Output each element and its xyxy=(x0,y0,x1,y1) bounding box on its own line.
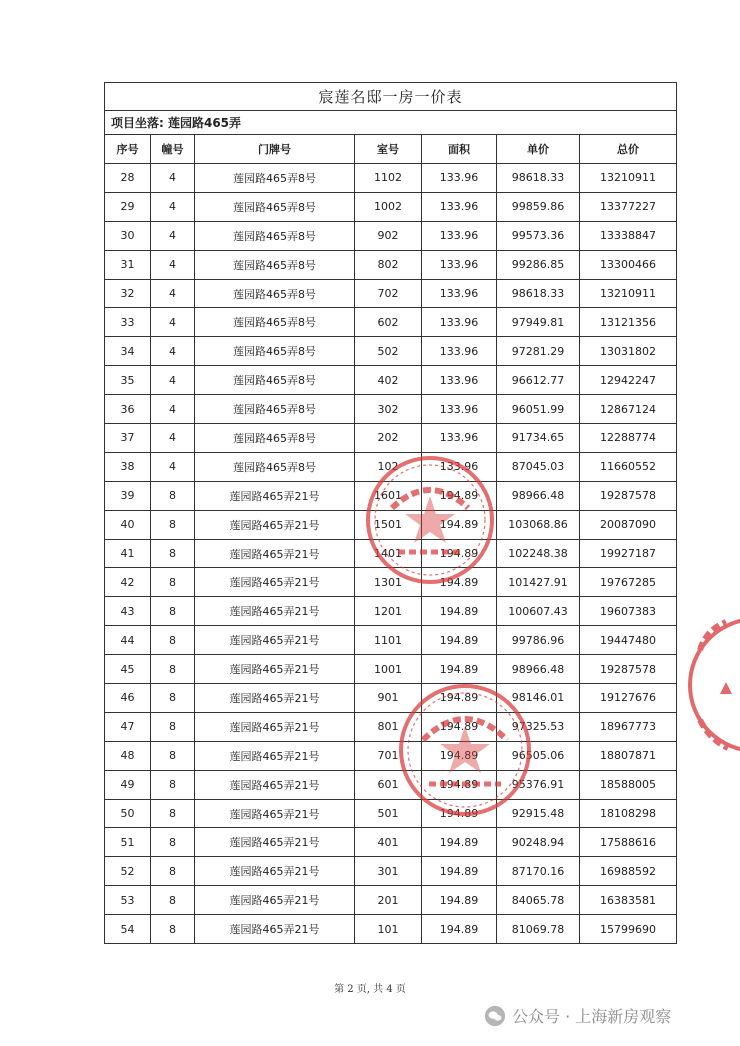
cell-area: 133.96 xyxy=(422,164,497,193)
table-row xyxy=(105,250,677,279)
watermark xyxy=(484,1004,671,1027)
cell-address: 莲园路465弄21号 xyxy=(195,568,355,597)
cell-area: 133.96 xyxy=(422,424,497,453)
table-row xyxy=(105,395,677,424)
cell-building: 8 xyxy=(151,626,195,655)
cell-building: 4 xyxy=(151,308,195,337)
cell-total-price: 18967773 xyxy=(580,712,677,741)
cell-room: 701 xyxy=(355,741,422,770)
cell-unit-price: 87045.03 xyxy=(497,452,580,481)
table-row xyxy=(105,828,677,857)
cell-index: 33 xyxy=(105,308,151,337)
cell-total-price: 17588616 xyxy=(580,828,677,857)
cell-total-price: 13031802 xyxy=(580,337,677,366)
cell-area: 194.89 xyxy=(422,799,497,828)
cell-index: 42 xyxy=(105,568,151,597)
location-row xyxy=(105,111,677,135)
cell-building: 4 xyxy=(151,424,195,453)
cell-area: 194.89 xyxy=(422,770,497,799)
cell-unit-price: 96051.99 xyxy=(497,395,580,424)
cell-total-price: 18588005 xyxy=(580,770,677,799)
cell-area: 194.89 xyxy=(422,510,497,539)
col-header-total-price: 总价 xyxy=(580,135,677,164)
cell-unit-price: 97949.81 xyxy=(497,308,580,337)
cell-unit-price: 98146.01 xyxy=(497,684,580,713)
cell-building: 8 xyxy=(151,828,195,857)
cell-room: 201 xyxy=(355,886,422,915)
cell-area: 133.96 xyxy=(422,308,497,337)
cell-total-price: 15799690 xyxy=(580,915,677,944)
cell-area: 133.96 xyxy=(422,395,497,424)
cell-address: 莲园路465弄8号 xyxy=(195,395,355,424)
cell-room: 801 xyxy=(355,712,422,741)
cell-total-price: 18807871 xyxy=(580,741,677,770)
table-row xyxy=(105,337,677,366)
table-row xyxy=(105,770,677,799)
cell-address: 莲园路465弄8号 xyxy=(195,337,355,366)
cell-room: 1101 xyxy=(355,626,422,655)
table-row xyxy=(105,857,677,886)
cell-index: 39 xyxy=(105,481,151,510)
cell-total-price: 19447480 xyxy=(580,626,677,655)
cell-room: 502 xyxy=(355,337,422,366)
cell-index: 50 xyxy=(105,799,151,828)
cell-building: 8 xyxy=(151,684,195,713)
table-row xyxy=(105,221,677,250)
cell-area: 194.89 xyxy=(422,915,497,944)
cell-total-price: 13210911 xyxy=(580,279,677,308)
cell-room: 301 xyxy=(355,857,422,886)
cell-address: 莲园路465弄8号 xyxy=(195,279,355,308)
cell-unit-price: 98966.48 xyxy=(497,655,580,684)
cell-index: 45 xyxy=(105,655,151,684)
header-row xyxy=(105,135,677,164)
cell-index: 52 xyxy=(105,857,151,886)
cell-room: 602 xyxy=(355,308,422,337)
table-row xyxy=(105,510,677,539)
cell-address: 莲园路465弄8号 xyxy=(195,424,355,453)
cell-room: 702 xyxy=(355,279,422,308)
cell-address: 莲园路465弄21号 xyxy=(195,597,355,626)
cell-room: 802 xyxy=(355,250,422,279)
cell-total-price: 13210911 xyxy=(580,164,677,193)
table-row xyxy=(105,308,677,337)
cell-unit-price: 92915.48 xyxy=(497,799,580,828)
cell-room: 1301 xyxy=(355,568,422,597)
cell-room: 302 xyxy=(355,395,422,424)
cell-area: 194.89 xyxy=(422,568,497,597)
cell-address: 莲园路465弄8号 xyxy=(195,366,355,395)
cell-area: 194.89 xyxy=(422,626,497,655)
cell-unit-price: 97281.29 xyxy=(497,337,580,366)
cell-area: 133.96 xyxy=(422,337,497,366)
cell-total-price: 19607383 xyxy=(580,597,677,626)
table-row xyxy=(105,452,677,481)
cell-unit-price: 101427.91 xyxy=(497,568,580,597)
table-row xyxy=(105,626,677,655)
table-row xyxy=(105,655,677,684)
cell-unit-price: 96612.77 xyxy=(497,366,580,395)
cell-building: 8 xyxy=(151,510,195,539)
cell-total-price: 19287578 xyxy=(580,655,677,684)
cell-address: 莲园路465弄21号 xyxy=(195,741,355,770)
cell-unit-price: 87170.16 xyxy=(497,857,580,886)
cell-room: 401 xyxy=(355,828,422,857)
cell-total-price: 13121356 xyxy=(580,308,677,337)
cell-unit-price: 98966.48 xyxy=(497,481,580,510)
cell-area: 194.89 xyxy=(422,886,497,915)
cell-area: 133.96 xyxy=(422,452,497,481)
cell-total-price: 16383581 xyxy=(580,886,677,915)
cell-index: 34 xyxy=(105,337,151,366)
cell-address: 莲园路465弄21号 xyxy=(195,915,355,944)
table-row xyxy=(105,712,677,741)
cell-total-price: 19767285 xyxy=(580,568,677,597)
table-row xyxy=(105,741,677,770)
cell-address: 莲园路465弄21号 xyxy=(195,684,355,713)
cell-unit-price: 100607.43 xyxy=(497,597,580,626)
cell-building: 8 xyxy=(151,568,195,597)
cell-area: 133.96 xyxy=(422,192,497,221)
cell-total-price: 20087090 xyxy=(580,510,677,539)
cell-index: 44 xyxy=(105,626,151,655)
cell-unit-price: 98618.33 xyxy=(497,279,580,308)
table-row xyxy=(105,799,677,828)
page-title: 宸莲名邸一房一价表 xyxy=(105,83,677,111)
cell-building: 4 xyxy=(151,279,195,308)
cell-total-price: 19287578 xyxy=(580,481,677,510)
cell-area: 133.96 xyxy=(422,221,497,250)
cell-building: 4 xyxy=(151,164,195,193)
cell-building: 8 xyxy=(151,799,195,828)
cell-unit-price: 99286.85 xyxy=(497,250,580,279)
cell-room: 1201 xyxy=(355,597,422,626)
cell-index: 47 xyxy=(105,712,151,741)
cell-unit-price: 90248.94 xyxy=(497,828,580,857)
cell-address: 莲园路465弄21号 xyxy=(195,510,355,539)
cell-room: 102 xyxy=(355,452,422,481)
cell-building: 4 xyxy=(151,221,195,250)
cell-index: 49 xyxy=(105,770,151,799)
cell-address: 莲园路465弄21号 xyxy=(195,626,355,655)
table-row xyxy=(105,279,677,308)
cell-building: 4 xyxy=(151,452,195,481)
cell-area: 194.89 xyxy=(422,539,497,568)
table-row xyxy=(105,886,677,915)
cell-building: 8 xyxy=(151,712,195,741)
cell-index: 46 xyxy=(105,684,151,713)
cell-unit-price: 99573.36 xyxy=(497,221,580,250)
cell-address: 莲园路465弄21号 xyxy=(195,857,355,886)
cell-address: 莲园路465弄8号 xyxy=(195,250,355,279)
table-body xyxy=(105,164,677,944)
table-row xyxy=(105,481,677,510)
cell-area: 194.89 xyxy=(422,857,497,886)
cell-area: 133.96 xyxy=(422,250,497,279)
cell-index: 41 xyxy=(105,539,151,568)
cell-building: 8 xyxy=(151,915,195,944)
cell-building: 8 xyxy=(151,481,195,510)
cell-unit-price: 99859.86 xyxy=(497,192,580,221)
cell-area: 133.96 xyxy=(422,279,497,308)
col-header-room: 室号 xyxy=(355,135,422,164)
table-row xyxy=(105,684,677,713)
cell-room: 1001 xyxy=(355,655,422,684)
red-seal-stamp-partial xyxy=(686,610,740,760)
cell-room: 902 xyxy=(355,221,422,250)
cell-area: 194.89 xyxy=(422,712,497,741)
cell-unit-price: 84065.78 xyxy=(497,886,580,915)
cell-address: 莲园路465弄21号 xyxy=(195,770,355,799)
project-location: 项目坐落: 莲园路465弄 xyxy=(105,111,677,135)
cell-building: 8 xyxy=(151,741,195,770)
cell-address: 莲园路465弄21号 xyxy=(195,828,355,857)
cell-unit-price: 99786.96 xyxy=(497,626,580,655)
col-header-index: 序号 xyxy=(105,135,151,164)
cell-room: 1501 xyxy=(355,510,422,539)
cell-area: 194.89 xyxy=(422,597,497,626)
cell-unit-price: 102248.38 xyxy=(497,539,580,568)
cell-total-price: 13338847 xyxy=(580,221,677,250)
cell-area: 133.96 xyxy=(422,366,497,395)
cell-index: 37 xyxy=(105,424,151,453)
cell-room: 1601 xyxy=(355,481,422,510)
table-row xyxy=(105,568,677,597)
cell-area: 194.89 xyxy=(422,684,497,713)
cell-index: 38 xyxy=(105,452,151,481)
cell-room: 101 xyxy=(355,915,422,944)
cell-address: 莲园路465弄21号 xyxy=(195,481,355,510)
cell-area: 194.89 xyxy=(422,655,497,684)
table-row xyxy=(105,915,677,944)
cell-room: 601 xyxy=(355,770,422,799)
cell-building: 8 xyxy=(151,539,195,568)
cell-building: 8 xyxy=(151,857,195,886)
cell-address: 莲园路465弄8号 xyxy=(195,308,355,337)
cell-total-price: 18108298 xyxy=(580,799,677,828)
cell-total-price: 19927187 xyxy=(580,539,677,568)
page-footer: 第 2 页, 共 4 页 xyxy=(334,984,406,995)
cell-total-price: 13300466 xyxy=(580,250,677,279)
table-row xyxy=(105,192,677,221)
wechat-icon xyxy=(484,1005,506,1027)
cell-total-price: 12942247 xyxy=(580,366,677,395)
cell-address: 莲园路465弄21号 xyxy=(195,886,355,915)
cell-index: 28 xyxy=(105,164,151,193)
cell-building: 8 xyxy=(151,886,195,915)
col-header-unit-price: 单价 xyxy=(497,135,580,164)
cell-address: 莲园路465弄8号 xyxy=(195,192,355,221)
cell-room: 402 xyxy=(355,366,422,395)
cell-building: 4 xyxy=(151,250,195,279)
cell-unit-price: 103068.86 xyxy=(497,510,580,539)
cell-index: 54 xyxy=(105,915,151,944)
cell-index: 43 xyxy=(105,597,151,626)
cell-unit-price: 98618.33 xyxy=(497,164,580,193)
col-header-address: 门牌号 xyxy=(195,135,355,164)
cell-building: 4 xyxy=(151,395,195,424)
watermark-text: 公众号 · 上海新房观察 xyxy=(512,1007,672,1026)
cell-address: 莲园路465弄8号 xyxy=(195,221,355,250)
cell-address: 莲园路465弄8号 xyxy=(195,164,355,193)
cell-index: 40 xyxy=(105,510,151,539)
cell-address: 莲园路465弄21号 xyxy=(195,655,355,684)
cell-index: 36 xyxy=(105,395,151,424)
cell-total-price: 12288774 xyxy=(580,424,677,453)
cell-building: 8 xyxy=(151,655,195,684)
cell-building: 8 xyxy=(151,770,195,799)
cell-index: 35 xyxy=(105,366,151,395)
cell-index: 48 xyxy=(105,741,151,770)
cell-room: 901 xyxy=(355,684,422,713)
cell-address: 莲园路465弄21号 xyxy=(195,539,355,568)
cell-address: 莲园路465弄21号 xyxy=(195,712,355,741)
cell-index: 30 xyxy=(105,221,151,250)
table-row xyxy=(105,539,677,568)
cell-building: 4 xyxy=(151,337,195,366)
cell-room: 202 xyxy=(355,424,422,453)
table-row xyxy=(105,424,677,453)
cell-total-price: 13377227 xyxy=(580,192,677,221)
cell-room: 1002 xyxy=(355,192,422,221)
col-header-area: 面积 xyxy=(422,135,497,164)
cell-total-price: 11660552 xyxy=(580,452,677,481)
cell-room: 1401 xyxy=(355,539,422,568)
price-table xyxy=(104,82,677,944)
cell-index: 51 xyxy=(105,828,151,857)
cell-building: 4 xyxy=(151,192,195,221)
cell-unit-price: 95376.91 xyxy=(497,770,580,799)
cell-address: 莲园路465弄8号 xyxy=(195,452,355,481)
table-row xyxy=(105,164,677,193)
cell-building: 4 xyxy=(151,366,195,395)
col-header-building: 幢号 xyxy=(151,135,195,164)
cell-index: 53 xyxy=(105,886,151,915)
cell-unit-price: 81069.78 xyxy=(497,915,580,944)
table-row xyxy=(105,366,677,395)
cell-area: 194.89 xyxy=(422,828,497,857)
cell-total-price: 12867124 xyxy=(580,395,677,424)
cell-unit-price: 91734.65 xyxy=(497,424,580,453)
cell-room: 501 xyxy=(355,799,422,828)
cell-area: 194.89 xyxy=(422,481,497,510)
cell-index: 29 xyxy=(105,192,151,221)
cell-index: 31 xyxy=(105,250,151,279)
cell-total-price: 19127676 xyxy=(580,684,677,713)
cell-room: 1102 xyxy=(355,164,422,193)
cell-area: 194.89 xyxy=(422,741,497,770)
cell-total-price: 16988592 xyxy=(580,857,677,886)
cell-index: 32 xyxy=(105,279,151,308)
cell-unit-price: 96505.06 xyxy=(497,741,580,770)
cell-address: 莲园路465弄21号 xyxy=(195,799,355,828)
cell-building: 8 xyxy=(151,597,195,626)
title-row xyxy=(105,83,677,111)
table-row xyxy=(105,597,677,626)
cell-unit-price: 97325.53 xyxy=(497,712,580,741)
